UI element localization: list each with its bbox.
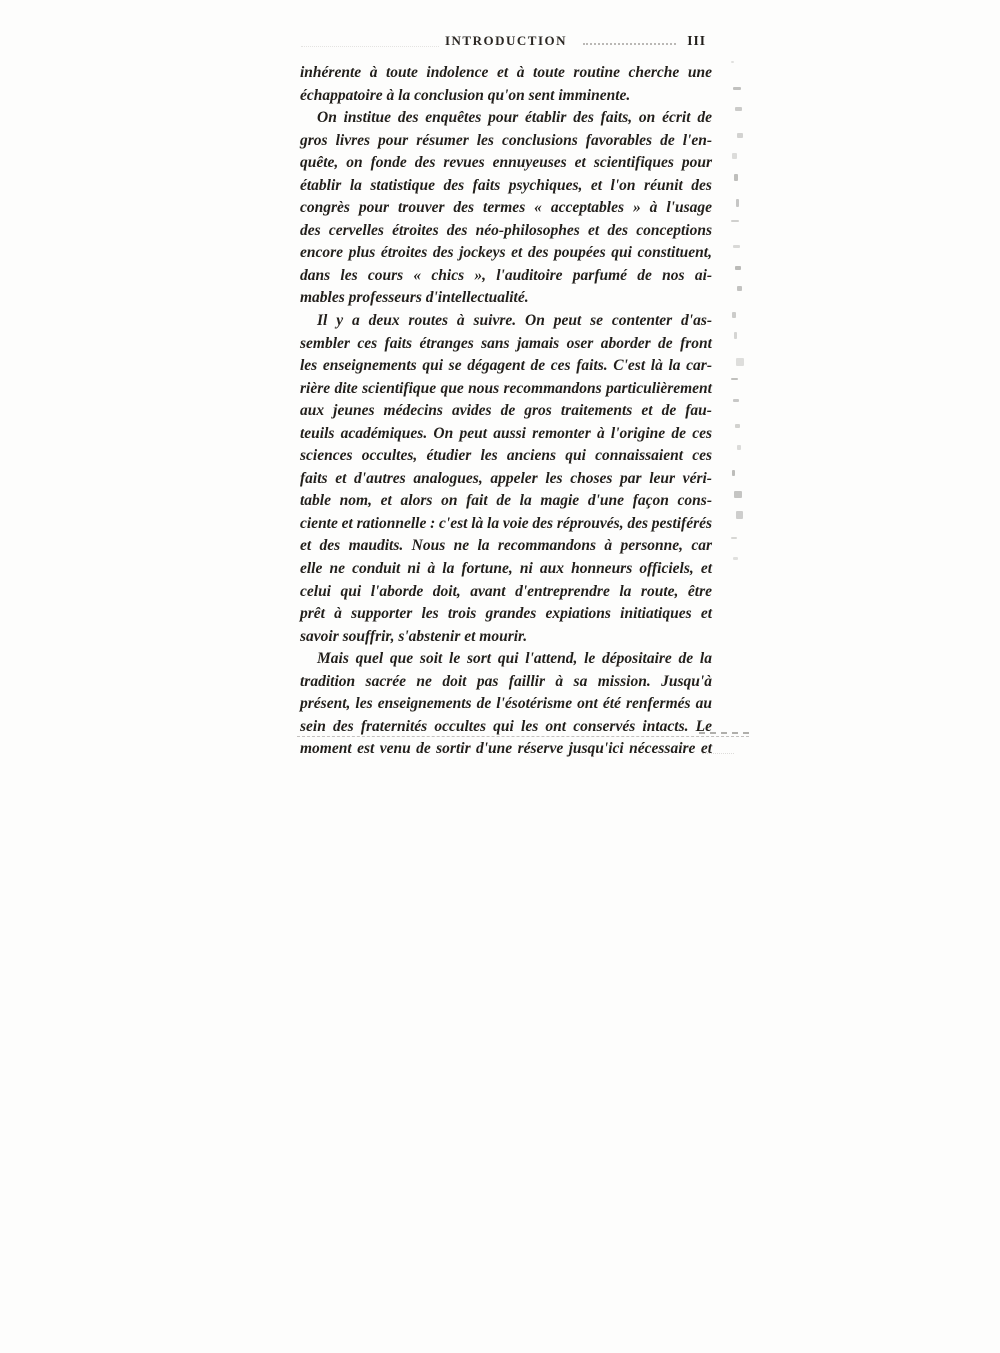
text-line: Il y a deux routes à suivre. On peut se contenter d'as-	[317, 312, 713, 330]
text-line: ciente et rationnelle : c'est là la voie des réprouvés, des pestiférés	[300, 514, 713, 532]
ink-speck	[737, 286, 742, 291]
ink-speck	[733, 87, 741, 90]
text-line: et des maudits. Nous ne la recommandons à personne, car	[300, 537, 713, 555]
text-line: Mais quel que soit le sort qui l'attend, le dépositaire de la	[317, 650, 712, 668]
running-title: INTRODUCTION	[444, 33, 567, 48]
text-line: On institue des enquêtes pour établir des faits, on écrit de	[317, 109, 712, 127]
ink-speck	[733, 557, 738, 560]
ink-speck	[734, 491, 742, 498]
ink-speck	[734, 174, 738, 181]
ink-speck	[735, 107, 742, 111]
text-line: table nom, et alors on fait de la magie d'une façon cons-	[300, 492, 712, 510]
text-line: celui qui l'aborde doit, avant d'entreprendre la route, être	[300, 582, 713, 600]
text-line: les enseignements qui se dégagent de ces faits. C'est là la car-	[300, 357, 712, 375]
text-line: encore plus étroites des jockeys et des poupées qui constituent,	[300, 244, 712, 262]
page-header	[300, 33, 712, 53]
ink-speck	[736, 511, 743, 519]
ink-speck	[732, 153, 737, 159]
text-line: savoir souffrir, s'abstenir et mourir.	[300, 627, 528, 645]
ink-speck	[736, 358, 744, 366]
text-line: sembler ces faits étranges sans jamais oser aborder de front	[300, 334, 712, 352]
ink-speck	[731, 61, 734, 63]
text-line: elle ne conduit ni à la fortune, ni aux honneurs officiels, et	[300, 560, 713, 578]
ink-speck	[731, 378, 738, 380]
text-line: prêt à supporter les trois grandes expiations initiatiques et	[300, 605, 713, 623]
text-line: aux jeunes médecins avides de gros traitements et de fau-	[300, 402, 712, 420]
page-number: III	[687, 33, 706, 48]
text-line: mables professeurs d'intellectualité.	[300, 289, 529, 307]
text-line: inhérente à toute indolence et à toute routine cherche une	[300, 64, 712, 81]
text-line: moment est venu de sortir d'une réserve jusqu'ici nécessaire et	[300, 740, 713, 758]
text-line: échappatoire à la conclusion qu'on sent imminente.	[300, 86, 631, 104]
text-line: congrès pour trouver des termes « acceptables » à l'usage	[300, 199, 713, 217]
ink-speck	[736, 199, 739, 207]
ink-speck	[735, 424, 740, 428]
text-line: teuils académiques. On peut aussi remonter à l'origine de ces	[300, 424, 713, 442]
ink-speck	[731, 220, 739, 222]
text-line: sciences occultes, étudier les anciens qui connaissaient ces	[300, 447, 713, 465]
text-line: tradition sacrée ne doit pas faillir à sa mission. Jusqu'à	[300, 672, 712, 690]
ink-speck	[732, 470, 735, 476]
text-line: établir la statistique des faits psychiques, et l'on réunit des	[300, 176, 712, 194]
text-line: gros livres pour résumer les conclusions favorables de l'en-	[300, 131, 713, 149]
ink-speck	[734, 332, 737, 339]
text-line: présent, les enseignements de l'ésotérisme ont été renfermés au	[300, 695, 712, 713]
ink-speck	[733, 245, 740, 248]
text-line: rière dite scientifique que nous recommandons particulièrement	[300, 379, 712, 397]
text-line: des cervelles étroites des néo-philosophes et des conceptions	[300, 221, 713, 239]
ink-speck	[737, 445, 741, 450]
ink-speck	[732, 312, 736, 318]
body-text-block	[300, 62, 712, 761]
ink-speck	[735, 266, 741, 270]
text-line: sein des fraternités occultes qui les ont conservés intacts. Le	[300, 717, 713, 735]
text-line: faits et d'autres analogues, appeler les choses par leur véri-	[300, 469, 712, 487]
ink-speck	[737, 133, 743, 138]
ink-speck	[731, 537, 737, 539]
text-line: dans les cours « chics », l'auditoire parfumé de nos ai-	[300, 266, 713, 284]
ink-speck	[733, 399, 739, 402]
text-line: quête, on fonde des revues ennuyeuses et scientifiques pour	[300, 154, 713, 172]
